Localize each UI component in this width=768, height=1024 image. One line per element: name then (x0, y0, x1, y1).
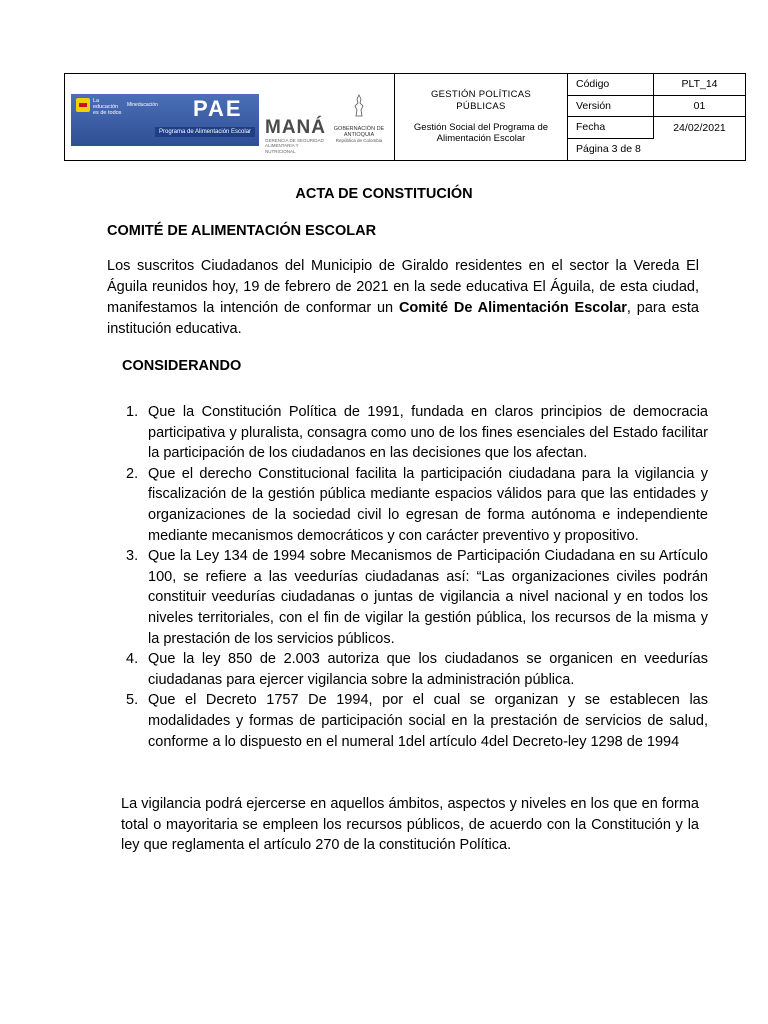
list-item (122, 546, 708, 649)
intro-text-start: Los suscritos Ciudadanos del Municipio de Giraldo residentes en el sector la Vereda El Águila reunidos hoy, 19 de febrero de 2021 en la sede educativa El Águila, de esta ciudad, manifestamos la intención de conformar un (107, 258, 699, 316)
header-process-title: GESTIÓN POLÍTICAS PÚBLICAS (430, 88, 532, 112)
fecha-label: Fecha (568, 117, 654, 139)
header-middle-cell (395, 74, 568, 160)
banner-ministry-text: Mineducación (127, 102, 158, 108)
mana-title: MANÁ (265, 117, 326, 138)
mana-subtitle: GERENCIA DE SEGURIDAD ALIMENTARIA Y NUTRICIONAL (265, 138, 324, 154)
intro-text-end: , para esta institución educativa. (107, 300, 699, 337)
banner-subtitle: Programa de Alimentación Escolar (155, 127, 255, 137)
version-label: Versión (568, 96, 654, 118)
header-process-subtitle: Gestión Social del Programa de Alimentación Escolar (413, 121, 549, 145)
colombia-shield-icon (76, 98, 90, 112)
list-item (122, 464, 708, 546)
document-title: ACTA DE CONSTITUCIÓN (295, 186, 473, 202)
list-item (122, 649, 708, 690)
intro-paragraph (107, 256, 699, 340)
pae-banner-logo (71, 94, 259, 146)
list-item-text: Que la Constitución Política de 1991, fundada en claros principios de democracia participativa y pluralista, consagra como uno de los fines esenciales del Estado facilitar la participación de los ciudadanos en las decisiones que los afectan. (148, 404, 708, 462)
gov-line1: GOBERNACIÓN DE ANTIOQUIA (333, 126, 385, 138)
list-item-number: 2. (126, 465, 139, 482)
gobernacion-logo (329, 94, 389, 143)
list-item-number: 3. (126, 548, 139, 565)
list-item-number: 4. (126, 651, 139, 668)
banner-edu-text: La educación es de todos (93, 98, 122, 117)
document-header (64, 73, 746, 161)
considerando-heading: CONSIDERANDO (122, 358, 242, 374)
fecha-value: 24/02/2021 (673, 121, 726, 134)
considerando-list (122, 402, 708, 752)
intro-text-bold: Comité De Alimentación Escolar (398, 300, 627, 316)
codigo-label: Código (568, 74, 654, 96)
list-item-number: 1. (126, 404, 139, 420)
version-value: 01 (654, 96, 745, 118)
list-item-text: Que la ley 850 de 2.003 autoriza que los ciudadanos se organicen en veedurías ciudadanas para ejercer vigilancia sobre la administración pública. (148, 651, 708, 688)
antioquia-seal-icon (353, 94, 365, 118)
list-item-number: 5. (126, 692, 139, 709)
list-item-text: Que la Ley 134 de 1994 sobre Mecanismos de Participación Ciudadana en su Artículo 100, se refiere a las veedurías ciudadanas así: “Las organizaciones civiles podrán constituir veedurías ciudadanas o juntas de vigilancia a nivel nacional y en todos los niveles territoriales, con el fin de vigilar la gestión pública, los recursos de la misma y la prestación de los servicios públicos. (148, 548, 708, 647)
page-number: Página 3 de 8 (576, 143, 641, 156)
banner-title: PAE (193, 96, 243, 121)
gov-line2: República de Colombia (335, 138, 383, 143)
mana-logo (265, 118, 327, 154)
list-item-text: Que el derecho Constitucional facilita la participación ciudadana para la vigilancia y fiscalización de la gestión pública mediante espacios válidos para que las entidades y organizaciones de la sociedad civil lo egresan de forma autónoma e independiente mediante mecanismos democráticos y con carácter preventivo y propositivo. (148, 465, 708, 544)
codigo-value: PLT_14 (654, 74, 745, 96)
closing-paragraph: La vigilancia podrá ejercerse en aquellos ámbitos, aspectos y niveles en los que en forma total o mayoritaria se empleen los recursos públicos, de acuerdo con la Constitución y la ley que reglamenta el artículo 270 de la constitución Política. (121, 796, 699, 853)
header-meta-table (568, 74, 745, 160)
list-item (122, 690, 708, 752)
list-item (122, 402, 708, 464)
document-subtitle: COMITÉ DE ALIMENTACIÓN ESCOLAR (107, 223, 377, 239)
logos-cell (65, 74, 395, 160)
list-item-text: Que el Decreto 1757 De 1994, por el cual se organizan y se establecen las modalidades y formas de participación social en la prestación de servicios de salud, conforme a lo dispuesto en el numeral 1del artículo 4del Decreto-ley 1298 de 1994 (148, 692, 708, 750)
